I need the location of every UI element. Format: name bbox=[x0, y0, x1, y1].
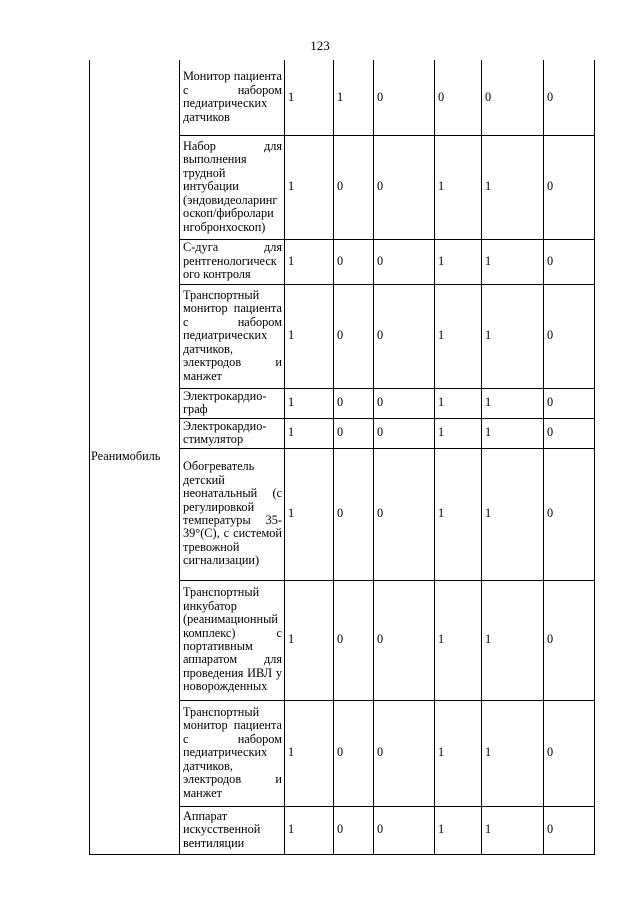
value-cell: 0 bbox=[544, 135, 595, 239]
equipment-name: Электрокардио-стимулятор bbox=[180, 418, 285, 448]
value-cell: 0 bbox=[334, 284, 374, 388]
value-cell: 1 bbox=[482, 284, 544, 388]
value-cell: 1 bbox=[435, 580, 482, 700]
value-cell: 1 bbox=[435, 418, 482, 448]
value-cell: 0 bbox=[374, 418, 435, 448]
value-cell: 0 bbox=[334, 700, 374, 806]
value-cell: 0 bbox=[544, 239, 595, 284]
value-cell: 1 bbox=[482, 448, 544, 580]
value-cell: 0 bbox=[482, 60, 544, 135]
value-cell: 0 bbox=[544, 448, 595, 580]
value-cell: 0 bbox=[544, 388, 595, 418]
value-cell: 0 bbox=[435, 60, 482, 135]
value-cell: 1 bbox=[482, 806, 544, 854]
value-cell: 1 bbox=[435, 700, 482, 806]
value-cell: 1 bbox=[285, 418, 334, 448]
value-cell: 1 bbox=[285, 284, 334, 388]
value-cell: 0 bbox=[334, 806, 374, 854]
section-label: Реанимобиль bbox=[91, 449, 161, 464]
equipment-name: Аппарат искусственной вентиляции bbox=[180, 806, 285, 854]
value-cell: 1 bbox=[435, 806, 482, 854]
equipment-name: Монитор пациента с набором педиатрических датчиков bbox=[180, 60, 285, 135]
value-cell: 0 bbox=[374, 239, 435, 284]
equipment-name: Транспортный монитор пациента с набором педиатрических датчиков, электродов и манжет bbox=[180, 284, 285, 388]
equipment-name: Транспортный инкубатор (реанимационный комплекс) с портативным аппаратом для проведения ИВЛ у новорожденных bbox=[180, 580, 285, 700]
value-cell: 0 bbox=[374, 448, 435, 580]
value-cell: 1 bbox=[435, 239, 482, 284]
value-cell: 0 bbox=[544, 700, 595, 806]
equipment-name: Набор для выполнения трудной интубации (эндовидеоларинг оскоп/фибролари нгобронхоскоп) bbox=[180, 135, 285, 239]
value-cell: 0 bbox=[374, 806, 435, 854]
value-cell: 0 bbox=[544, 284, 595, 388]
equipment-name: Обогреватель детский неонатальный (с регулировкой температуры 35-39°(С), с системой тревожной сигнализации) bbox=[180, 448, 285, 580]
value-cell: 1 bbox=[482, 135, 544, 239]
value-cell: 0 bbox=[334, 135, 374, 239]
value-cell: 0 bbox=[374, 284, 435, 388]
equipment-table bbox=[89, 60, 595, 855]
table-row bbox=[90, 60, 595, 135]
value-cell: 0 bbox=[544, 806, 595, 854]
value-cell: 0 bbox=[334, 448, 374, 580]
equipment-name: Транспортный монитор пациента с набором педиатрических датчиков, электродов и манжет bbox=[180, 700, 285, 806]
value-cell: 1 bbox=[435, 388, 482, 418]
page-number: 123 bbox=[310, 38, 330, 53]
value-cell: 0 bbox=[334, 388, 374, 418]
value-cell: 1 bbox=[285, 580, 334, 700]
value-cell: 0 bbox=[544, 60, 595, 135]
value-cell: 1 bbox=[482, 700, 544, 806]
value-cell: 1 bbox=[285, 806, 334, 854]
value-cell: 0 bbox=[374, 135, 435, 239]
value-cell: 1 bbox=[435, 284, 482, 388]
value-cell: 1 bbox=[482, 580, 544, 700]
value-cell: 1 bbox=[435, 448, 482, 580]
value-cell: 0 bbox=[334, 239, 374, 284]
value-cell: 1 bbox=[334, 60, 374, 135]
value-cell: 0 bbox=[334, 580, 374, 700]
value-cell: 1 bbox=[482, 239, 544, 284]
value-cell: 1 bbox=[285, 60, 334, 135]
value-cell: 1 bbox=[482, 418, 544, 448]
value-cell: 1 bbox=[285, 239, 334, 284]
value-cell: 1 bbox=[435, 135, 482, 239]
value-cell: 0 bbox=[374, 388, 435, 418]
equipment-name: С-дуга для рентгенологическ ого контроля bbox=[180, 239, 285, 284]
value-cell: 0 bbox=[374, 60, 435, 135]
value-cell: 0 bbox=[544, 580, 595, 700]
value-cell: 0 bbox=[544, 418, 595, 448]
value-cell: 1 bbox=[285, 448, 334, 580]
value-cell: 0 bbox=[334, 418, 374, 448]
value-cell: 0 bbox=[374, 580, 435, 700]
section-cell bbox=[90, 60, 180, 854]
value-cell: 1 bbox=[285, 135, 334, 239]
value-cell: 1 bbox=[482, 388, 544, 418]
equipment-name: Электрокардио-граф bbox=[180, 388, 285, 418]
value-cell: 0 bbox=[374, 700, 435, 806]
value-cell: 1 bbox=[285, 388, 334, 418]
value-cell: 1 bbox=[285, 700, 334, 806]
